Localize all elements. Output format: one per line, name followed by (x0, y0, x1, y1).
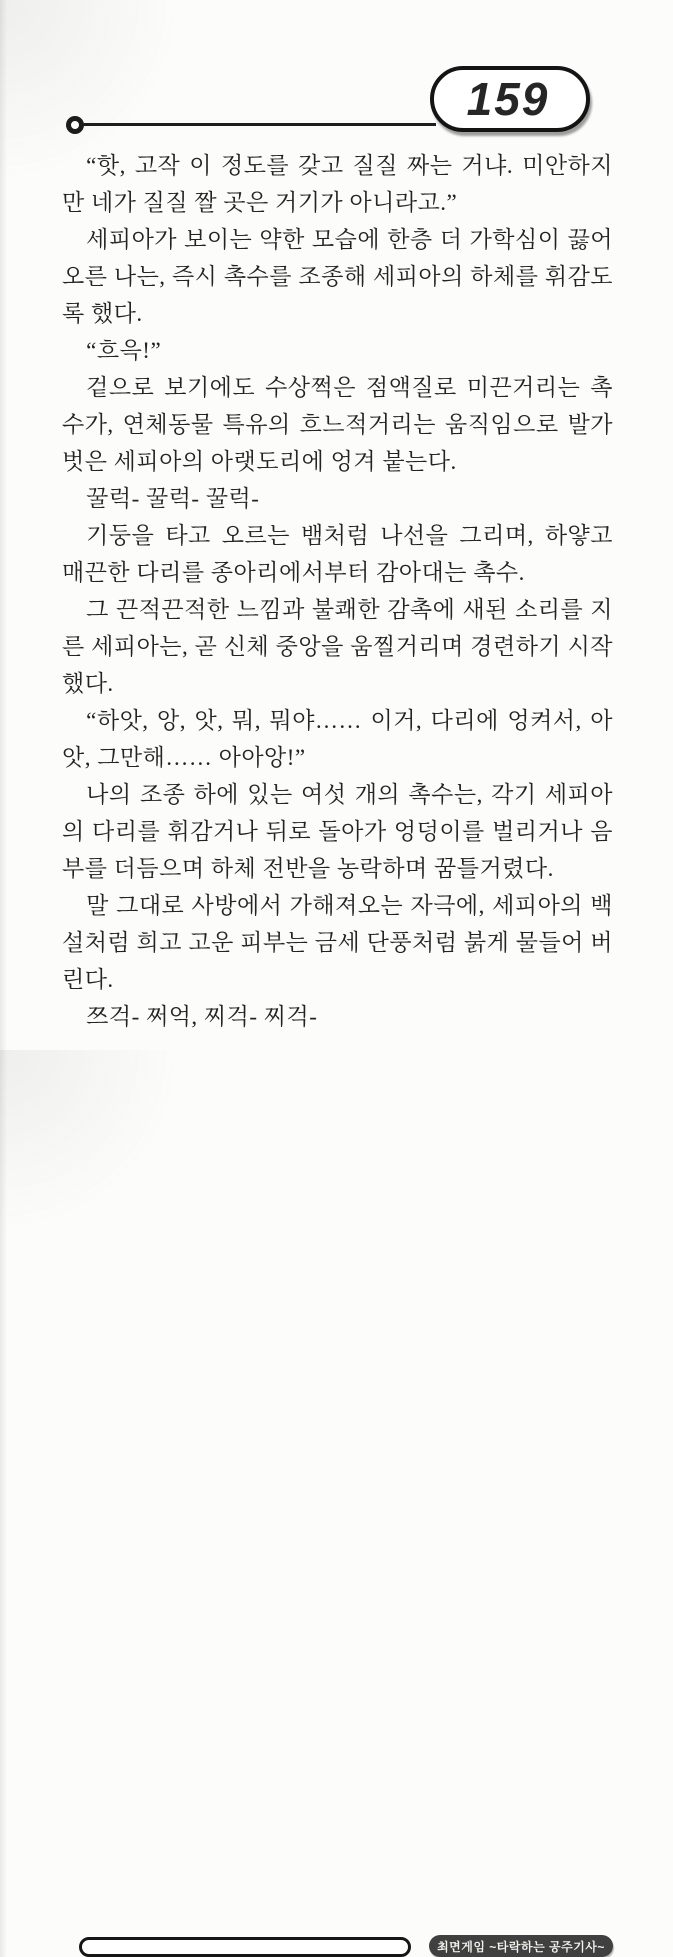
page-header (0, 0, 673, 140)
book-title-badge (429, 1935, 613, 1957)
header-rule-line (80, 123, 436, 126)
paragraph: 그 끈적끈적한 느낌과 불쾌한 감촉에 새된 소리를 지른 세피아는, 곧 신체 중앙을 움찔거리며 경련하기 시작했다. (62, 597, 613, 696)
book-title: 최면게임 ~타락하는 공주기사~ (437, 1939, 605, 1954)
page-body (62, 147, 613, 1035)
paragraph: 꿀럭- 꿀럭- 꿀럭- (86, 486, 260, 511)
page-number-badge (430, 66, 590, 132)
paragraph: 기둥을 타고 오르는 뱀처럼 나선을 그리며, 하얗고 매끈한 다리를 종아리에서부터 감아대는 촉수. (62, 523, 613, 585)
paragraph: 쯔걱- 쩌억, 찌걱- 찌걱- (86, 1004, 318, 1029)
paragraph: “핫, 고작 이 정도를 갖고 질질 짜는 거냐. 미안하지만 네가 질질 짤 곳은 거기가 아니라고.” (62, 153, 613, 215)
footer-decoration-pill (79, 1937, 411, 1957)
paragraph: 세피아가 보이는 약한 모습에 한층 더 가학심이 끓어오른 나는, 즉시 촉수를 조종해 세피아의 하체를 휘감도록 했다. (62, 227, 613, 326)
paragraph: 나의 조종 하에 있는 여섯 개의 촉수는, 각기 세피아의 다리를 휘감거나 뒤로 돌아가 엉덩이를 벌리거나 음부를 더듬으며 하체 전반을 농락하며 꿈틀거렸다. (62, 782, 613, 881)
page-number: 159 (466, 73, 550, 125)
page-footer (0, 960, 673, 1954)
paragraph: “하앗, 앙, 앗, 뭐, 뭐야…… 이거, 다리에 엉켜서, 아앗, 그만해…… 아아앙!” (62, 708, 613, 770)
paragraph: “흐윽!” (86, 338, 162, 363)
paragraph: 말 그대로 사방에서 가해져오는 자극에, 세피아의 백설처럼 희고 고운 피부는 금세 단풍처럼 붉게 물들어 버린다. (62, 893, 613, 992)
paragraph: 겉으로 보기에도 수상쩍은 점액질로 미끈거리는 촉수가, 연체동물 특유의 흐느적거리는 움직임으로 발가벗은 세피아의 아랫도리에 엉겨 붙는다. (62, 375, 613, 474)
